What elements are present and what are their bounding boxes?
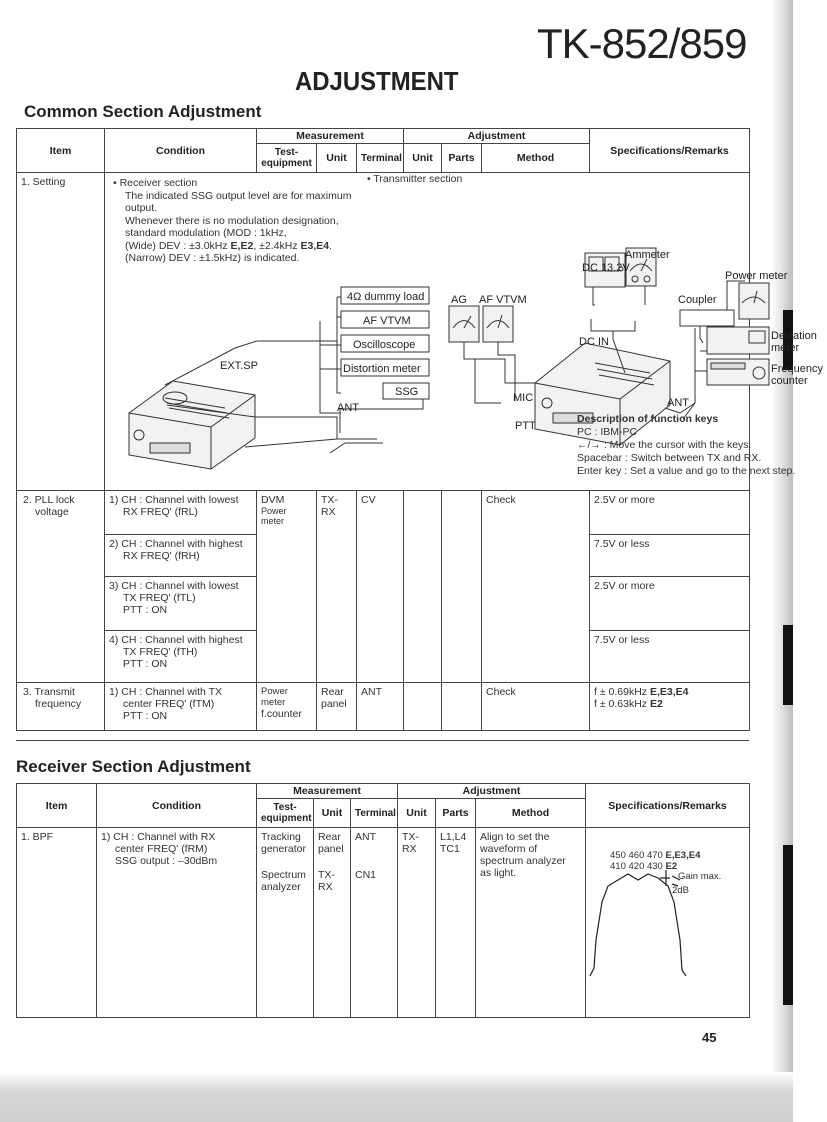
text: E,E3,E4 — [649, 686, 689, 698]
col-adj-unit: Unit — [404, 144, 442, 173]
text: 1) CH : Channel with TX — [109, 686, 223, 698]
text: voltage — [35, 506, 69, 518]
receiver-line: output. — [125, 202, 158, 214]
col-condition: Condition — [105, 129, 257, 173]
col-method: Method — [482, 144, 590, 173]
text: 450 460 470 — [610, 850, 666, 861]
text: f ± 0.69kHz — [594, 686, 650, 698]
text: ANT — [355, 831, 376, 843]
transmitter-head: • Transmitter section — [367, 173, 463, 185]
pll-spec-3: 2.5V or more — [590, 577, 750, 631]
pll-unit: TX-RX — [317, 491, 357, 683]
bpf-spec — [586, 828, 750, 1018]
text: analyzer — [261, 881, 301, 893]
text: SSG output : –30dBm — [115, 855, 218, 867]
key-line: PC : IBM-PC — [577, 426, 638, 438]
transmit-adj-unit — [404, 683, 442, 731]
text: 2. PLL lock — [23, 494, 75, 506]
edge-mark — [783, 845, 793, 1005]
dc-in-label: DC IN — [579, 336, 609, 348]
keys-title: Description of function keys — [577, 413, 719, 425]
tx-af-vtvm-label: AF VTVM — [479, 294, 527, 306]
text: f ± 0.63kHz — [594, 698, 650, 710]
rcol-specs: Specifications/Remarks — [586, 784, 750, 828]
col-measurement: Measurement — [257, 129, 404, 144]
text: L1,L4 — [440, 831, 467, 843]
pll-spec-1: 2.5V or more — [590, 491, 750, 535]
pll-parts — [442, 491, 482, 683]
rcol-adj-unit: Unit — [398, 799, 436, 828]
rcol-parts: Parts — [436, 799, 476, 828]
col-parts: Parts — [442, 144, 482, 173]
text: 1) CH : Channel with RX — [101, 831, 216, 843]
text: center FREQ' (fRM) — [115, 843, 208, 855]
text: Align to set the — [480, 831, 550, 843]
receiver-table — [16, 783, 750, 1018]
frequency-counter-drawing — [707, 359, 769, 385]
transmit-item — [17, 683, 105, 731]
pll-cond-1 — [105, 491, 257, 535]
ag-label: AG — [451, 294, 467, 306]
transmit-spec — [590, 683, 750, 731]
text: 1) CH : Channel with lowest — [109, 494, 239, 506]
rx-ant-label: ANT — [337, 402, 359, 414]
page-title: ADJUSTMENT — [295, 66, 459, 96]
text: 3. Transmit — [23, 686, 75, 698]
text: f.counter — [261, 708, 302, 720]
transmit-cond — [105, 683, 257, 731]
text: Power meter — [261, 506, 287, 526]
model-number: TK-852/859 — [537, 20, 747, 67]
col-specs: Specifications/Remarks — [590, 129, 750, 173]
receiver-head: • Receiver section — [113, 177, 198, 189]
text: TX FREQ' (fTH) — [123, 646, 198, 658]
rcol-unit: Unit — [314, 799, 351, 828]
rcol-measurement: Measurement — [257, 784, 398, 799]
af-vtvm-label: AF VTVM — [363, 315, 411, 327]
text: panel — [318, 843, 344, 855]
text: 3) CH : Channel with lowest — [109, 580, 239, 592]
text: RX FREQ' (fRH) — [123, 550, 200, 562]
text: spectrum analyzer — [480, 855, 566, 867]
coupler-box — [680, 310, 734, 326]
rcol-method: Method — [476, 799, 586, 828]
rcol-adjustment: Adjustment — [398, 784, 586, 799]
gain-max-label: Gain max. — [678, 871, 722, 882]
common-section-title: Common Section Adjustment — [24, 102, 262, 121]
frequency-label: Frequency — [771, 363, 823, 375]
text: TC1 — [440, 843, 460, 855]
text: E2 — [649, 698, 663, 710]
text: E2 — [665, 861, 678, 872]
text: (Wide) DEV : ±3.0kHz — [125, 239, 228, 252]
deviation-meter-drawing — [707, 327, 769, 354]
pll-item — [17, 491, 105, 683]
deviation-label: Deviation — [771, 330, 817, 342]
text: center FREQ' (fTM) — [123, 698, 215, 710]
ammeter-label: Ammeter — [625, 249, 670, 261]
pll-method: Check — [482, 491, 590, 683]
page-number: 45 — [702, 1030, 717, 1045]
text: PTT : ON — [123, 604, 168, 616]
transmit-method: Check — [482, 683, 590, 731]
text: generator — [261, 843, 306, 855]
text: , ±2.4kHz — [253, 239, 298, 252]
pll-equipment — [257, 491, 317, 683]
ssg-label: SSG — [395, 386, 419, 398]
power-meter-label: Power meter — [725, 270, 788, 282]
ext-sp-label: EXT.SP — [220, 360, 258, 372]
coupler-label: Coupler — [678, 294, 717, 306]
bpf-method — [476, 828, 586, 1018]
text: Rear — [321, 686, 344, 698]
pll-cond-2 — [105, 535, 257, 577]
dc132-label: DC 13.2V — [582, 262, 630, 274]
counter-label: counter — [771, 375, 808, 387]
receiver-line: Whenever there is no modulation designation, — [125, 214, 339, 227]
rcol-terminal: Terminal — [351, 799, 398, 828]
bpf-equipment — [257, 828, 314, 1018]
text: DVM — [261, 494, 285, 506]
key-line: Spacebar : Switch between TX and RX. — [577, 452, 762, 464]
text: waveform of — [480, 843, 538, 855]
text: Spectrum — [261, 869, 306, 881]
ag-meter-drawing — [449, 306, 479, 342]
receiver-line: standard modulation (MOD : 1kHz, — [125, 227, 287, 239]
bpf-terminal — [351, 828, 398, 1018]
common-table — [16, 128, 823, 731]
mic-label: MIC — [513, 392, 534, 404]
meter-label: meter — [771, 342, 800, 354]
bpf-adj-unit: TX-RX — [398, 828, 436, 1018]
rcol-condition: Condition — [97, 784, 257, 828]
text: . — [329, 239, 333, 252]
power-meter-drawing — [739, 283, 769, 319]
bpf-unit — [314, 828, 351, 1018]
col-test-equipment: Test-equipment — [257, 144, 317, 173]
ptt-label: PTT — [515, 420, 536, 432]
tx-ant-label: ANT — [667, 397, 689, 409]
key-line: ←/→ : Move the cursor with the keys. — [577, 439, 752, 451]
bpf-parts — [436, 828, 476, 1018]
text: RX FREQ' (fRL) — [123, 506, 198, 518]
oscilloscope-label: Oscilloscope — [353, 339, 416, 351]
transmit-equipment — [257, 683, 317, 731]
distortion-meter-label: Distortion meter — [343, 363, 421, 375]
transmit-unit — [317, 683, 357, 731]
receiver-section-title: Receiver Section Adjustment — [16, 757, 251, 776]
text: frequency — [35, 698, 82, 710]
text: CN1 — [355, 869, 377, 881]
text: TX FREQ' (fTL) — [123, 592, 196, 604]
bpf-cond — [97, 828, 257, 1018]
scan-bottom-band — [0, 1072, 793, 1122]
pll-terminal: CV — [357, 491, 404, 683]
text: as light. — [480, 867, 517, 879]
edge-mark — [783, 625, 793, 705]
text: 410 420 430 — [610, 861, 666, 872]
text: PTT : ON — [123, 710, 168, 722]
col-unit: Unit — [317, 144, 357, 173]
rcol-item: Item — [17, 784, 97, 828]
text: panel — [321, 698, 347, 710]
pll-spec-2: 7.5V or less — [590, 535, 750, 577]
bpf-item: 1. BPF — [17, 828, 97, 1018]
transmit-parts — [442, 683, 482, 731]
text: Power meter — [261, 686, 288, 708]
pll-spec-4: 7.5V or less — [590, 631, 750, 683]
key-line: Enter key : Set a value and go to the next step. — [577, 465, 796, 477]
pll-cond-4 — [105, 631, 257, 683]
transmit-terminal: ANT — [357, 683, 404, 731]
bpf-waveform — [586, 828, 750, 988]
receiver-radio-drawing — [129, 381, 255, 469]
pll-cond-3 — [105, 577, 257, 631]
section-divider — [16, 740, 749, 741]
text: E3,E4 — [300, 239, 330, 252]
af-vtvm-meter-drawing — [483, 306, 513, 342]
text: 4) CH : Channel with highest — [109, 634, 243, 646]
receiver-line: The indicated SSG output level are for maximum — [125, 189, 352, 202]
col-item: Item — [17, 129, 105, 173]
setting-item: 1. Setting — [17, 173, 105, 491]
function-keys-description — [577, 413, 827, 478]
text: Tracking — [261, 831, 301, 843]
text: TX-RX — [318, 869, 335, 893]
receiver-line: (Narrow) DEV : ±1.5kHz) is indicated. — [125, 252, 300, 264]
text: E,E3,E4 — [665, 850, 701, 861]
text: PTT : ON — [123, 658, 168, 670]
pll-adj-unit — [404, 491, 442, 683]
text: E,E2 — [230, 239, 254, 252]
dummy-load-label: 4Ω dummy load — [347, 291, 425, 303]
col-adjustment: Adjustment — [404, 129, 590, 144]
text: Rear — [318, 831, 341, 843]
text: 2) CH : Channel with highest — [109, 538, 243, 550]
setting-diagram-cell — [105, 173, 823, 491]
rcol-test-equipment: Test-equipment — [257, 799, 314, 828]
col-terminal: Terminal — [357, 144, 404, 173]
two-db-label: 2dB — [672, 885, 689, 896]
